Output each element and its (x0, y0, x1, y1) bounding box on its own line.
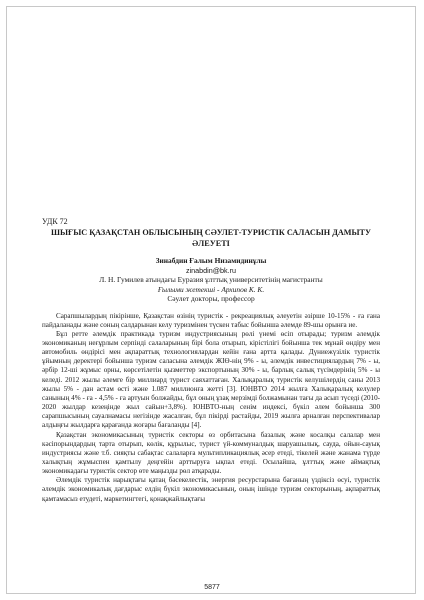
paragraph-4: Әлемдік туристік нарықтағы қатаң бәсекелестік, энергия ресурстарына бағаның үздіксіз өсуі, туристік әлемдік экономикалық дағдарыс елдің бүкіл экономикасының, оның ішінде туризм секторының, ақпараттық қамтамасыз етудеті, маркетингтегі, қонақжайлықтағы (42, 476, 380, 503)
author-email[interactable]: zinabdin@bk.ru (185, 265, 237, 275)
supervisor-degree: Сәулет докторы, профессор (167, 294, 255, 303)
paragraph-2: Бұл ретте әлемдік практикада туризм индустриясының рөлі үнемі өсіп отырады; туризм әлемдік экономиканың неғұрлым серпінді салаларының бірі бола отырып, кірістілігі бойынша тек мұнай өндіру мен автомобиль өндірісі мен ақпараттық технологиялардан кейін ғана артта қалады. Дүниежүзілік туристік ұйымның деректері бойынша туризм саласына әлемдік ЖІӨ-нің 9% - ы, әлемдік инвестициялардың 7% - ы, әрбір 12-ші жұмыс орны, көрсетілетін қызметтер экспортының 30% - ы, барлық салық түсімдерінің 5% - ы келеді. 2012 жылы әлемге бір миллиард турист саяхаттаған. Халықаралық туристік келушілердің саны 2013 жылы 5% - дан астам өсті және 1.087 миллионға жетті [3]. ЮНВТО 2014 жылға Халықаралық келулер санының 4% - ға - 4,5% - ға артуын болжайды, бұл оның ұзақ мерзімді болжамынан тағы да асып түседі (2010-2020 жылдар кезеңінде жыл сайын+3,8%). ЮНВТО-ның сенім индексі, бүкіл әлем бойынша 300 сарапшысының сауалнамасы негізінде жасалған, бұл пікірді растайды, 2019 жылға арналған перспективалар алдыңғы жылдарға қарағанда жоғары бағаланды [4]. (42, 329, 380, 430)
paragraph-1: Сарапшылардың пікірінше, Қазақстан өзінің туристік - рекреациялық әлеуетін әзірше 10-15% - ға ғана пайдаланады және соның салдарынан келу туризмінен түскен табыс бойынша әлемде 89-шы орынға ие. (42, 311, 380, 329)
udk-code: УДК 72 (42, 217, 68, 226)
author-name: Зинабдин Ғалым Низамидинұлы (155, 256, 267, 265)
page-number: 5877 (204, 584, 220, 591)
supervisor-name: Ғылыми жетекші - Архипов К. К. (157, 284, 265, 294)
author-affiliation: Л. Н. Гумилев атындағы Еуразия ұлттық университетінің магистранты (99, 275, 323, 284)
paragraph-3: Қазақстан экономикасының туристік секторы өз орбитасына базалық және косалқы салалар мен кәсіпорындардың тарта отырып, көлік, құрылыс, турист үй-коммуналдық шаруашылық, сауда, ойын-сауық индустриясы және т.б. сияқты сабақтас салаларға мультипликациялық әсер етеді, тікелей және жанама түрде халықтың жұмыспен қамтылу деңгейін арттыруға ықпал етеді. Осылайша, ұлттық және аймақтық экономикадағы туристік сектор өте маңызды рөл атқарады. (42, 430, 380, 476)
article-title: ШЫҒЫС ҚАЗАҚСТАН ОБЛЫСЫНЫҢ СӘУЛЕТ-ТУРИСТІК САЛАСЫН ДАМЫТУ ӘЛЕУЕТІ (50, 228, 372, 248)
author-block (42, 256, 380, 304)
article-body (42, 217, 380, 504)
